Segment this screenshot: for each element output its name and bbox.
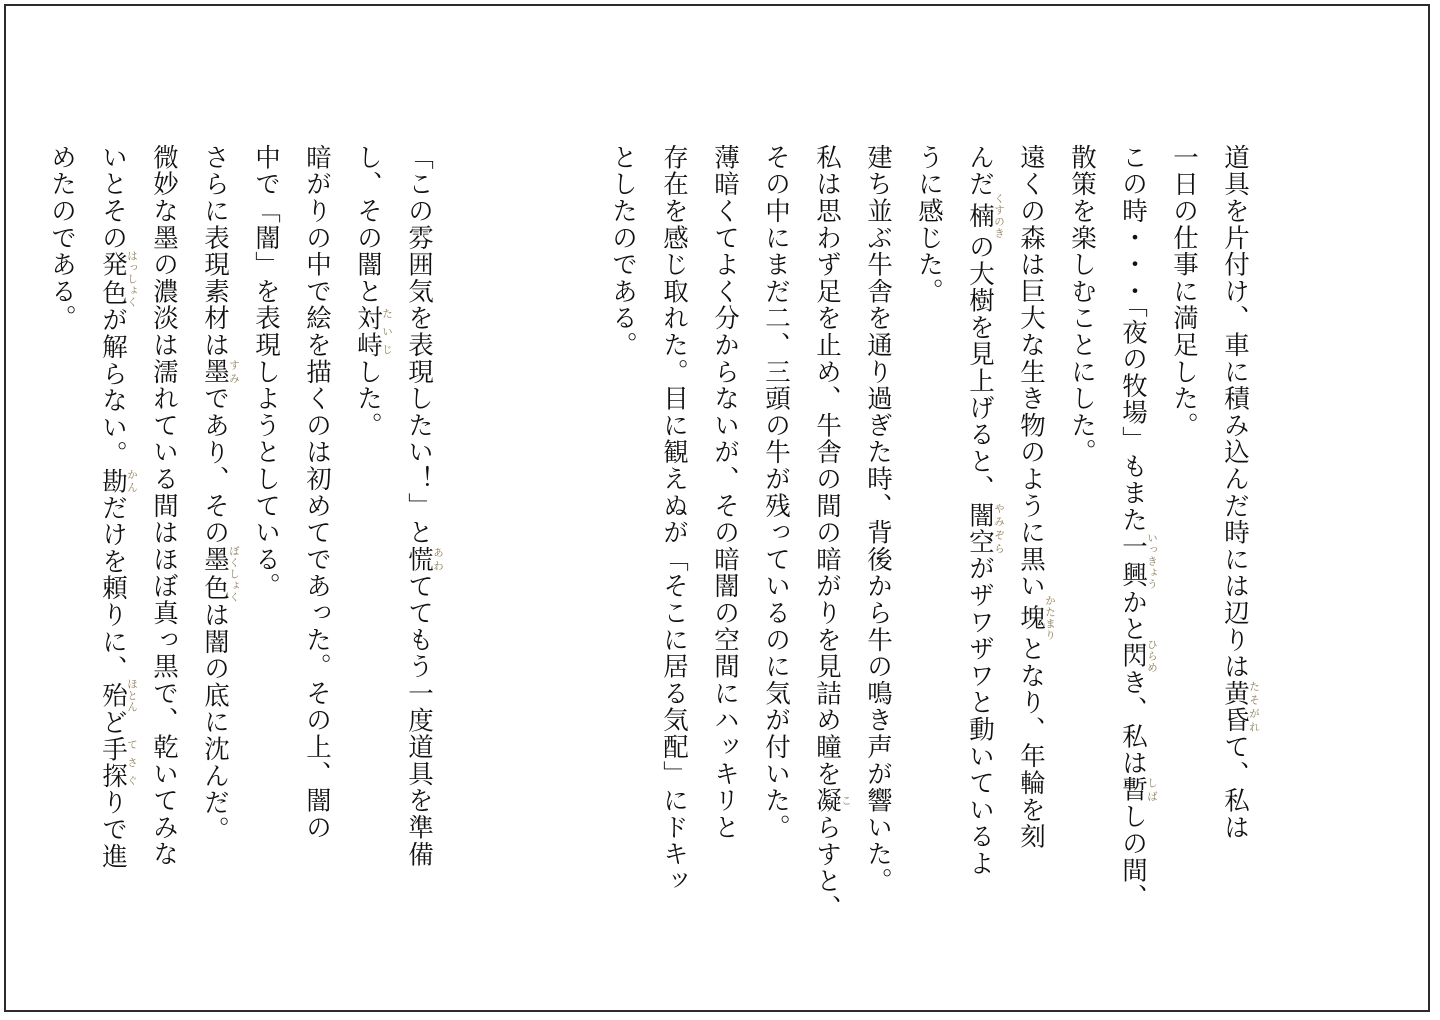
ruby-base: 対峙 [353, 304, 383, 359]
ruby-word [98, 678, 138, 713]
text-line [852, 144, 903, 1004]
text-line [291, 144, 342, 1004]
text-line [954, 144, 1005, 1004]
text-segment: がザワザワと動いているよ [965, 555, 995, 877]
text-segment: 散策を楽しむことにした。 [1067, 144, 1097, 466]
page-frame [4, 4, 1430, 1012]
furigana: かん [126, 467, 138, 495]
text-segment: その中にまだ二、三頭の牛が残っているのに気が付いた。 [761, 144, 791, 841]
text-segment: の大樹を見上げると、 [965, 233, 995, 502]
text-segment: 暗がりの中で絵を描くのは初めてであった。その上、闇の [302, 144, 332, 841]
ruby-base: 勘 [98, 467, 128, 495]
text-segment: 薄暗くてよく分からないが、その暗闇の空間にハッキリと [710, 144, 740, 841]
text-line [36, 144, 87, 1004]
furigana: こ [840, 787, 852, 815]
text-segment: しの間、 [1118, 803, 1148, 911]
ruby-base: 暫 [1118, 776, 1148, 804]
ruby-base: 発色 [98, 250, 128, 308]
text-line [1209, 144, 1260, 1004]
ruby-word [353, 304, 393, 359]
furigana: ほとん [126, 678, 138, 713]
text-segment: ど [98, 708, 128, 736]
furigana: くすのき [993, 192, 1005, 239]
text-segment: であり、その [200, 385, 230, 547]
text-segment: が解らない。 [98, 306, 128, 468]
ruby-base: 塊 [1016, 594, 1046, 641]
furigana: ぼくしょく [228, 545, 240, 603]
text-segment: 道具を片付け、車に積み込んだ時には辺りは [1220, 144, 1250, 680]
text-segment: 私は思わず足を止め、牛舎の間の暗がりを見詰め瞳を [812, 144, 842, 788]
ruby-base: 殆 [98, 678, 128, 713]
text-segment: いとその [98, 144, 128, 252]
text-line [138, 144, 189, 1004]
text-segment: 「この雰囲気を表現したい！」と [404, 144, 434, 546]
text-line [342, 144, 393, 1004]
text-segment: 中で「闇」を表現しようとしている。 [251, 144, 281, 600]
text-segment: かと [1118, 588, 1148, 643]
ruby-word [1118, 638, 1158, 674]
ruby-base: 黄昏 [1220, 680, 1250, 734]
text-line [240, 144, 291, 1004]
text-segment: んだ [965, 144, 995, 198]
ruby-word [965, 501, 1005, 556]
ruby-base: 一興 [1118, 532, 1148, 590]
ruby-word [1118, 532, 1158, 590]
text-line [750, 144, 801, 1004]
text-line [801, 144, 852, 1004]
ruby-word [1118, 776, 1158, 804]
text-segment: らすと、 [812, 814, 842, 922]
text-segment: 微妙な墨の濃淡は濡れている間はほぼ真っ黒で、乾いてみな [149, 144, 179, 868]
ruby-word [98, 250, 138, 308]
furigana: しば [1146, 776, 1158, 804]
vertical-text-body [47, 144, 1260, 1004]
text-segment: さらに表現素材は [200, 144, 230, 359]
text-segment: めたのである。 [47, 144, 77, 332]
text-segment: ててもう一度道具を準備 [404, 572, 434, 868]
text-segment: て、私は [1220, 733, 1250, 841]
text-line [189, 144, 240, 1004]
furigana: てさぐ [126, 735, 138, 790]
furigana: あわ [432, 546, 444, 573]
text-line [903, 144, 954, 1004]
ruby-word [812, 787, 852, 815]
ruby-base: 凝 [812, 787, 842, 815]
furigana: たいじ [381, 304, 393, 359]
blank-line [495, 144, 546, 1004]
ruby-word [965, 192, 1005, 239]
furigana: すみ [228, 358, 240, 386]
text-line [1005, 144, 1056, 1004]
furigana: ひらめ [1146, 638, 1158, 674]
text-segment: し、その闇と [353, 144, 383, 305]
text-segment: は闇の底に沈んだ。 [200, 601, 230, 843]
ruby-base: 楠 [965, 192, 995, 239]
text-line [87, 144, 138, 1004]
text-line [648, 144, 699, 1004]
ruby-base: 墨 [200, 358, 230, 386]
ruby-word [404, 546, 444, 573]
furigana: やみぞら [993, 501, 1005, 556]
text-line [699, 144, 750, 1004]
ruby-word [200, 545, 240, 603]
ruby-word [98, 735, 138, 790]
text-segment: き、私は [1118, 669, 1148, 777]
text-segment: 存在を感じ取れた。目に観えぬが「そこに居る気配」にドキッ [659, 144, 689, 895]
furigana: はっしょく [126, 250, 138, 308]
ruby-word [1016, 594, 1056, 641]
ruby-base: 闇空 [965, 501, 995, 556]
ruby-base: 閃 [1118, 638, 1148, 674]
text-segment: だけを頼りに、 [98, 494, 128, 682]
furigana: かたまり [1044, 594, 1056, 641]
text-line [1158, 144, 1209, 1004]
text-line [393, 144, 444, 1004]
text-segment: としたのである。 [608, 144, 638, 359]
ruby-word [1220, 680, 1260, 734]
text-line [597, 144, 648, 1004]
text-segment: 遠くの森は巨大な生き物のように黒い [1016, 144, 1046, 600]
text-segment: となり、年輪を刻 [1016, 635, 1046, 851]
text-segment: うに感じた。 [914, 144, 944, 305]
blank-line [444, 144, 495, 1004]
ruby-word [200, 358, 240, 386]
text-line [1107, 144, 1158, 1004]
blank-line [546, 144, 597, 1004]
ruby-base: 手探 [98, 735, 128, 790]
furigana: いっきょう [1146, 532, 1158, 590]
furigana: たそがれ [1248, 680, 1260, 734]
text-segment: 一日の仕事に満足した。 [1169, 144, 1199, 439]
text-line [1056, 144, 1107, 1004]
ruby-base: 墨色 [200, 545, 230, 603]
text-segment: した。 [353, 358, 383, 439]
text-segment: りで進 [98, 789, 128, 870]
text-segment: 建ち並ぶ牛舎を通り過ぎた時、背後から牛の鳴き声が響いた。 [863, 144, 893, 895]
ruby-base: 慌 [404, 546, 434, 573]
text-segment: この時・・・「夜の牧場」もまた [1118, 144, 1148, 534]
ruby-word [98, 467, 138, 495]
